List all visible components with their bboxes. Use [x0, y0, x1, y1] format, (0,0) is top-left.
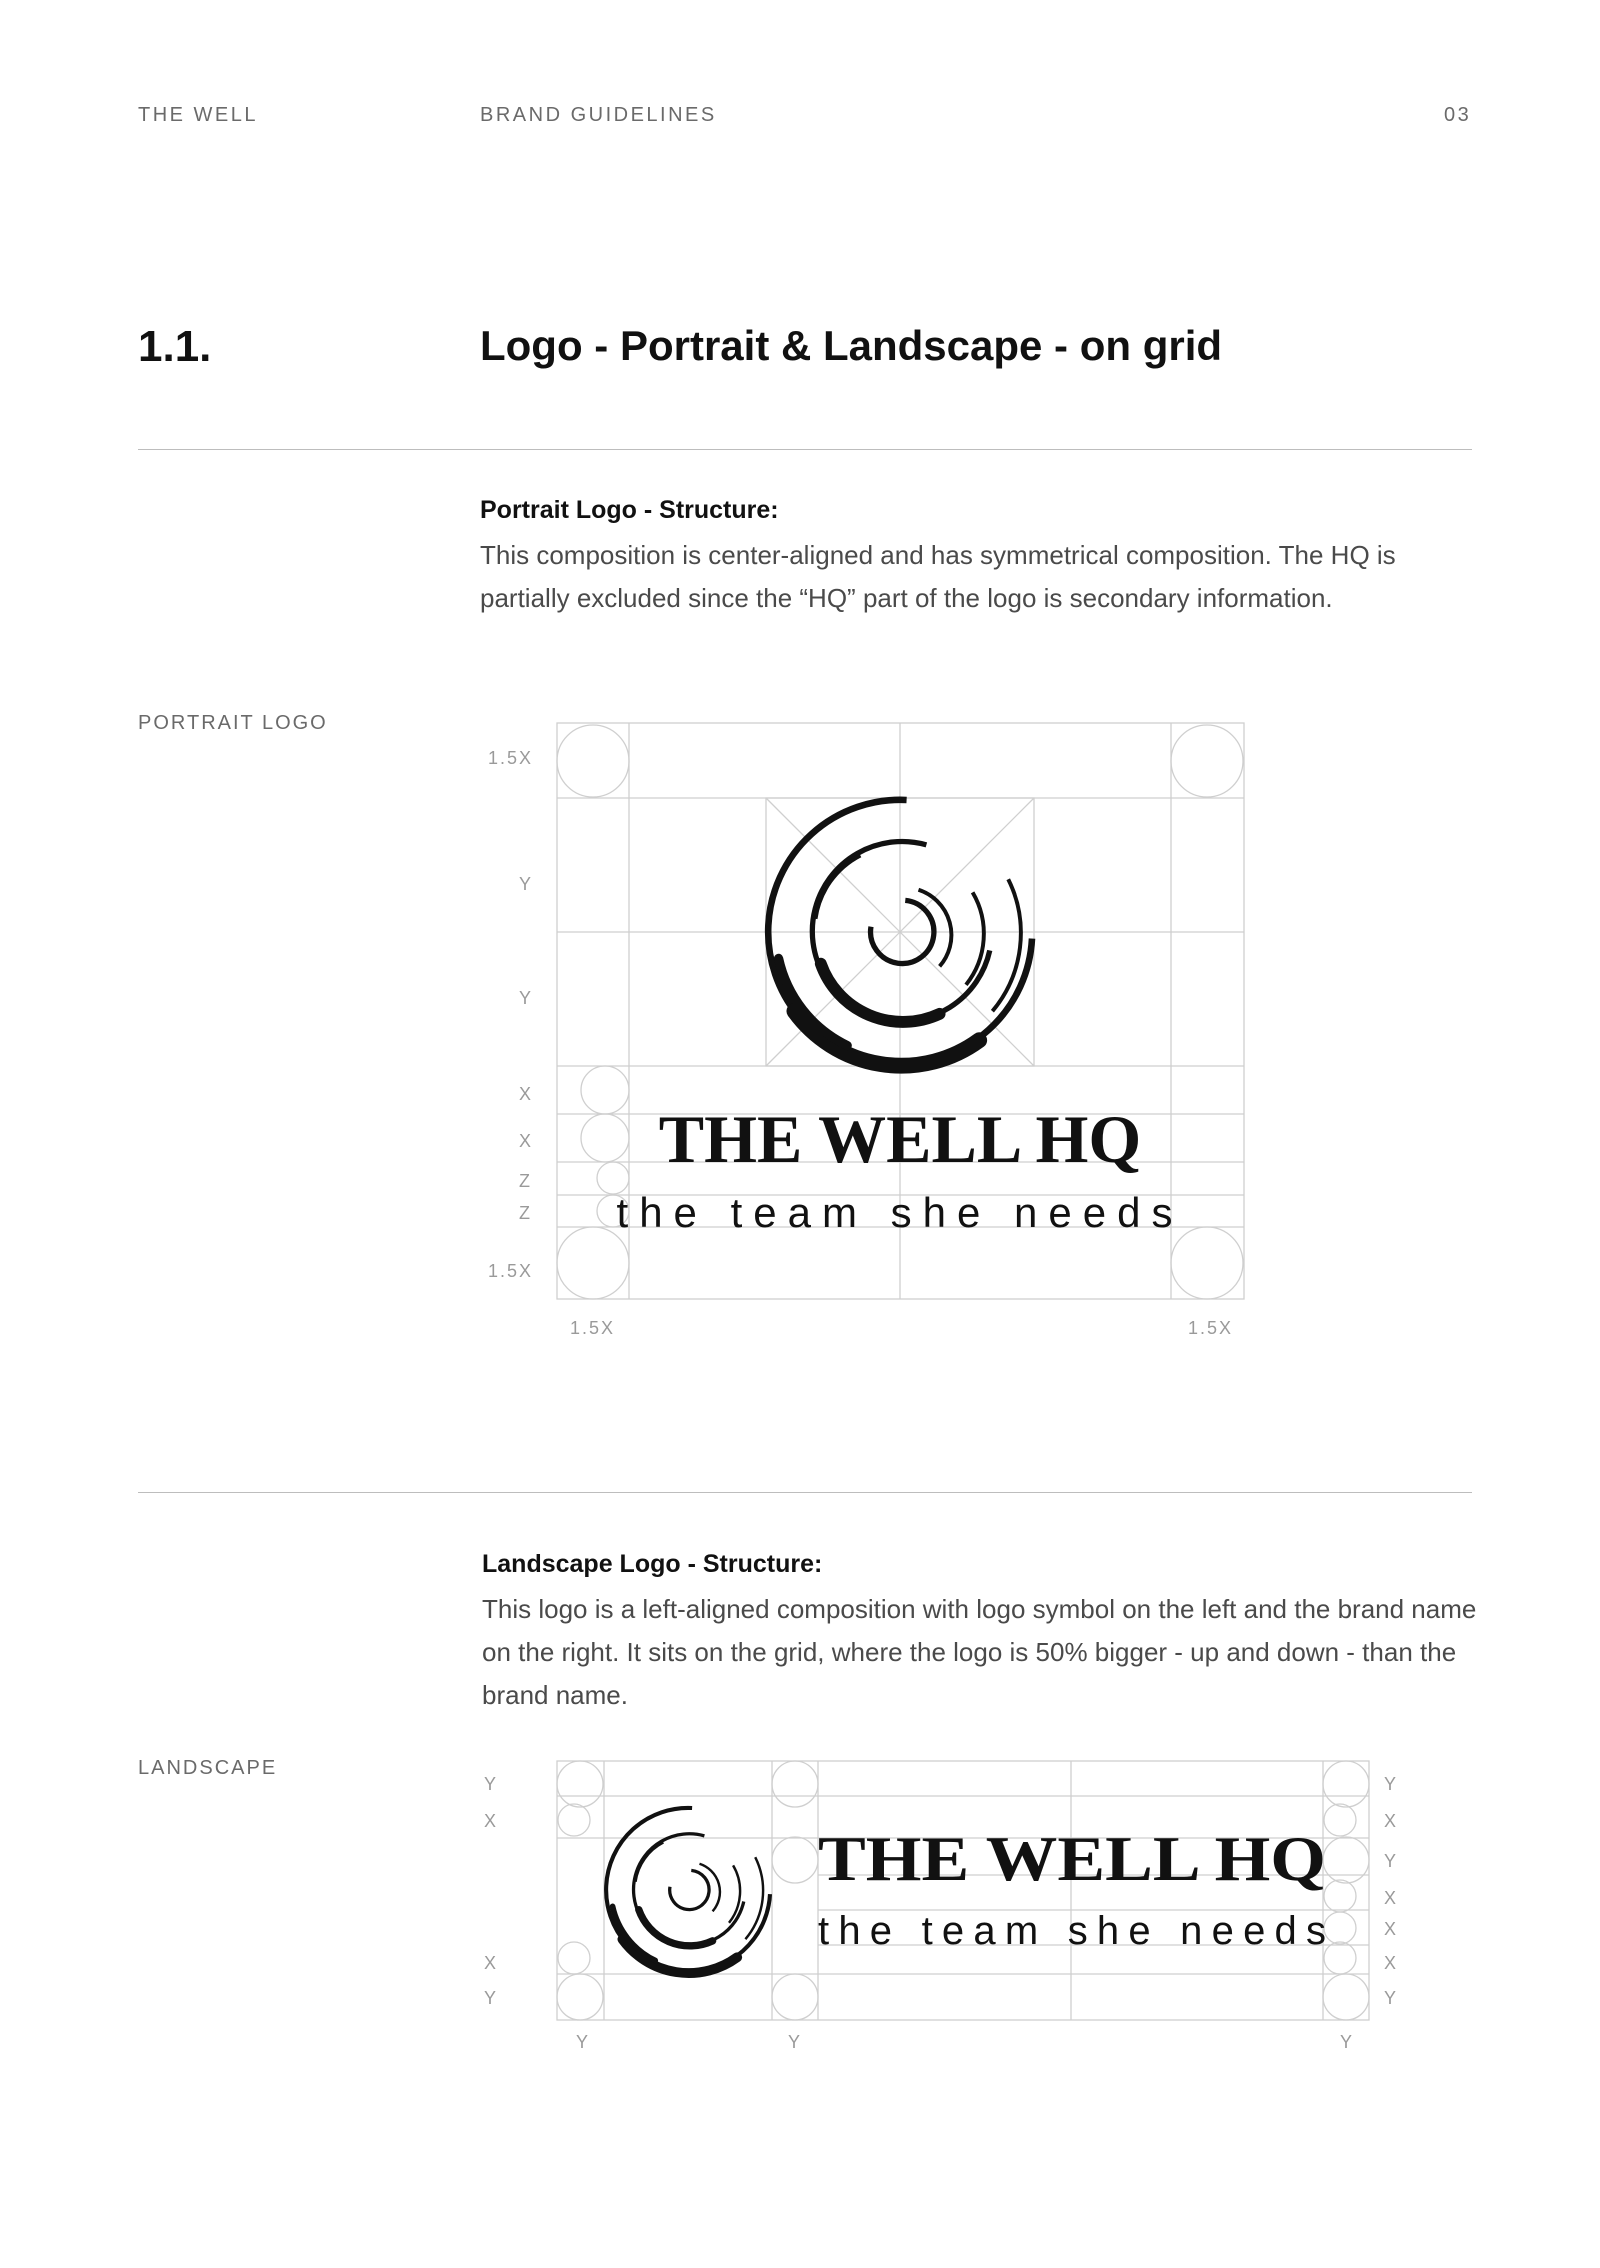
landscape-label-left-2: X	[484, 1811, 499, 1831]
landscape-side-label: LANDSCAPE	[138, 1757, 278, 1779]
portrait-label-left-5: X	[519, 1131, 534, 1151]
landscape-label-right-7: Y	[1384, 1988, 1399, 2008]
landscape-label-right-6: X	[1384, 1953, 1399, 1973]
header-page-number: 03	[1444, 104, 1472, 126]
landscape-label-bottom-2: Y	[788, 2032, 803, 2052]
portrait-label-bottom-1: 1.5X	[570, 1318, 616, 1338]
landscape-logo-name: THE WELL HQ	[818, 1823, 1326, 1894]
landscape-label-bottom-1: Y	[576, 2032, 591, 2052]
section-number: 1.1.	[138, 322, 212, 371]
portrait-label-left-3: Y	[519, 988, 534, 1008]
landscape-label-left-3: X	[484, 1953, 499, 1973]
landscape-logo-tagline: the team she needs	[818, 1909, 1326, 1953]
landscape-label-bottom-3: Y	[1340, 2032, 1355, 2052]
portrait-label-bottom-2: 1.5X	[1188, 1318, 1234, 1338]
landscape-label-right-1: Y	[1384, 1774, 1399, 1794]
portrait-logo-name: THE WELL HQ	[658, 1101, 1142, 1177]
portrait-label-left-8: 1.5X	[488, 1261, 534, 1281]
landscape-heading: Landscape Logo - Structure:	[482, 1550, 823, 1578]
landscape-label-right-5: X	[1384, 1919, 1399, 1939]
landscape-label-left-4: Y	[484, 1988, 499, 2008]
header-doc-title: BRAND GUIDELINES	[480, 104, 717, 126]
portrait-label-left-6: Z	[519, 1171, 532, 1191]
portrait-description: This composition is center-aligned and has symmetrical composition. The HQ is partially excluded since the “HQ” part of the logo is secondary information.	[480, 540, 1396, 613]
landscape-label-left-1: Y	[484, 1774, 499, 1794]
portrait-logo-tagline: the team she needs	[616, 1189, 1184, 1236]
header-brand: THE WELL	[138, 104, 259, 126]
portrait-label-left-4: X	[519, 1084, 534, 1104]
portrait-heading: Portrait Logo - Structure:	[480, 496, 779, 524]
landscape-label-right-3: Y	[1384, 1851, 1399, 1871]
landscape-logo-mark	[606, 1808, 770, 1973]
landscape-label-right-2: X	[1384, 1811, 1399, 1831]
portrait-label-left-1: 1.5X	[488, 748, 534, 768]
landscape-description: This logo is a left-aligned composition with logo symbol on the left and the brand name on the right. It sits on the grid, where the logo is 50% bigger - up and down - than the brand name.	[482, 1594, 1477, 1710]
section-title: Logo - Portrait & Landscape - on grid	[480, 322, 1223, 369]
portrait-label-left-7: Z	[519, 1203, 532, 1223]
landscape-label-right-4: X	[1384, 1888, 1399, 1908]
portrait-side-label: PORTRAIT LOGO	[138, 712, 328, 734]
portrait-label-left-2: Y	[519, 874, 534, 894]
